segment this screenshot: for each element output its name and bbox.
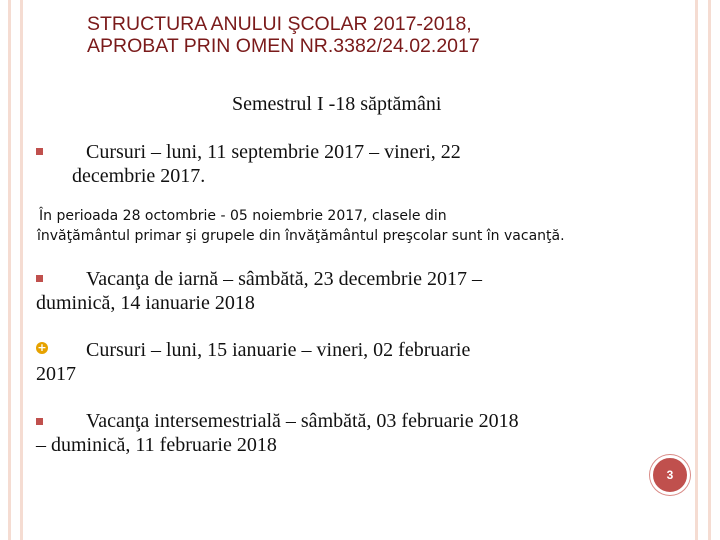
right-decor-line-inner: [695, 0, 698, 540]
list-item-intersemester-holiday: [36, 409, 519, 457]
list-item-line: Vacanţa intersemestrială – sâmbătă, 03 februarie 2018: [86, 410, 519, 432]
list-item-line: duminică, 14 ianuarie 2018: [36, 292, 255, 314]
right-decor-line-outer: [708, 0, 711, 540]
slide-title-line-2: APROBAT PRIN OMEN NR.3382/24.02.2017: [87, 35, 480, 57]
list-item-line: – duminică, 11 februarie 2018: [36, 434, 277, 456]
slide-title: [87, 13, 647, 57]
list-item-line: decembrie 2017.: [72, 165, 206, 187]
list-item-line: Cursuri – luni, 15 ianuarie – vineri, 02 februarie: [86, 339, 471, 361]
holiday-note: [37, 206, 565, 246]
slide-title-line-1: STRUCTURA ANULUI ŞCOLAR 2017-2018,: [87, 13, 472, 35]
page-number-badge: 3: [650, 455, 690, 495]
left-decor-line-inner: [20, 0, 23, 540]
circle-plus-icon: +: [37, 341, 47, 354]
left-decor-line-outer: [8, 0, 11, 540]
list-item-line: Vacanţa de iarnă – sâmbătă, 23 decembrie 2017 –: [86, 268, 482, 290]
list-item-line: Cursuri – luni, 11 septembrie 2017 – vineri, 22: [86, 141, 461, 163]
note-line: În perioada 28 octombrie - 05 noiembrie 2017, clasele din: [39, 208, 447, 224]
list-item-courses-sem1: [36, 140, 461, 188]
semester-heading: Semestrul I -18 săptămâni: [232, 93, 442, 115]
list-item-line: 2017: [36, 363, 76, 385]
list-item-winter-holiday: [36, 267, 482, 315]
list-item-courses-january: [36, 338, 470, 386]
note-line: învăţământul primar şi grupele din învăţământul preşcolar sunt în vacanţă.: [37, 228, 565, 244]
